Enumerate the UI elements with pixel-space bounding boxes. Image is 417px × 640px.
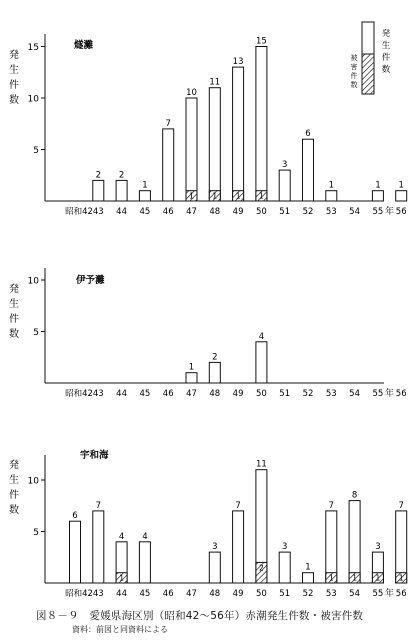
y-axis-label: 発生件数 <box>9 284 19 340</box>
data-label-occurrence: 8 <box>351 490 358 501</box>
bar-occurrence <box>303 139 314 201</box>
bar-occurrence <box>326 191 337 201</box>
x-tick-label: 52 <box>302 589 314 599</box>
x-tick-label: 48 <box>209 207 221 217</box>
data-label-occurrence: 11 <box>255 459 267 470</box>
data-label-occurrence: 1 <box>142 180 148 191</box>
data-label-occurrence: 2 <box>95 170 102 181</box>
x-tick-label: 52 <box>302 389 314 399</box>
x-tick-label: 51 <box>279 389 291 399</box>
data-label-damage: 1 <box>375 573 381 583</box>
panel-label: 燧灘 <box>74 40 94 51</box>
bar-occurrence <box>209 552 220 583</box>
data-label-occurrence: 10 <box>186 88 197 98</box>
x-tick-label: 54 <box>349 589 361 599</box>
y-tick-label: 10 <box>27 276 39 287</box>
x-tick-label: 47 <box>186 589 197 599</box>
data-label-occurrence: 3 <box>281 160 288 171</box>
data-label-damage: 1 <box>235 191 241 201</box>
y-tick-label: 10 <box>27 476 39 487</box>
x-tick-label: 昭和42 <box>65 589 93 599</box>
bar-occurrence <box>326 511 337 583</box>
bar-occurrence <box>93 511 104 583</box>
data-label-occurrence: 7 <box>95 500 102 511</box>
x-tick-label: 44 <box>116 207 128 217</box>
x-tick-label: 46 <box>162 207 174 217</box>
x-tick-label: 43 <box>92 589 104 599</box>
chart-panel-1 <box>9 22 407 217</box>
data-label-damage: 2 <box>259 563 264 573</box>
x-tick-label: 46 <box>162 389 174 399</box>
bar-occurrence <box>256 342 267 383</box>
x-tick-label: 昭和42 <box>65 389 93 399</box>
x-tick-label: 45 <box>139 589 151 599</box>
chart-panel-3 <box>9 449 407 599</box>
x-tick-label: 56 <box>395 389 407 399</box>
bar-occurrence <box>209 88 220 201</box>
bar-occurrence <box>372 191 383 201</box>
x-tick-label: 50 <box>255 207 267 217</box>
figure-caption: 図８－９ 愛媛県海区別（昭和42～56年）赤潮発生件数・被害件数 <box>36 610 364 622</box>
bar-occurrence <box>396 511 407 583</box>
data-label-occurrence: 1 <box>328 180 335 191</box>
x-axis-unit: 年 <box>385 389 395 399</box>
x-tick-label: 51 <box>279 207 291 217</box>
bar-occurrence <box>396 191 407 201</box>
data-label-damage: 1 <box>352 573 357 583</box>
x-tick-label: 55 <box>372 207 384 217</box>
bar-occurrence <box>70 521 81 583</box>
x-tick-label: 49 <box>232 389 244 399</box>
data-label-damage: 1 <box>189 191 194 201</box>
legend-outer-label: 発生件数 <box>381 29 391 75</box>
x-tick-label: 48 <box>209 389 221 399</box>
bar-occurrence <box>186 98 197 201</box>
x-tick-label: 56 <box>395 207 407 217</box>
bar-occurrence <box>233 511 244 583</box>
x-tick-label: 51 <box>279 589 291 599</box>
data-label-occurrence: 7 <box>398 500 404 511</box>
source-note: 資料：前図と同資料による <box>72 625 168 634</box>
bar-occurrence <box>279 552 290 583</box>
x-tick-label: 45 <box>139 389 151 399</box>
x-tick-label: 49 <box>232 589 244 599</box>
data-label-damage: 1 <box>212 191 218 201</box>
bar-occurrence <box>186 373 197 383</box>
bar-occurrence <box>139 542 150 583</box>
x-tick-label: 54 <box>349 389 361 399</box>
data-label-damage: 1 <box>328 573 334 583</box>
x-axis-unit: 年 <box>385 589 395 599</box>
legend-inner-box <box>362 54 374 94</box>
data-label-occurrence: 13 <box>232 57 244 68</box>
panel-label: 伊予灘 <box>76 275 105 286</box>
x-tick-label: 52 <box>302 207 314 217</box>
bar-occurrence <box>116 180 127 201</box>
bar-occurrence <box>303 573 314 583</box>
panel-label: 宇和海 <box>80 450 109 461</box>
x-tick-label: 46 <box>162 589 174 599</box>
x-tick-label: 53 <box>325 207 337 217</box>
x-tick-label: 54 <box>349 207 361 217</box>
y-axis-label: 発生件数 <box>9 460 19 516</box>
y-tick-label: 5 <box>33 528 39 538</box>
bar-occurrence <box>139 191 150 201</box>
data-label-occurrence: 1 <box>375 180 381 191</box>
x-tick-label: 44 <box>116 389 128 399</box>
x-tick-label: 48 <box>209 589 221 599</box>
bar-occurrence <box>256 47 267 202</box>
legend-inner-label: 被害件数 <box>350 54 358 89</box>
data-label-occurrence: 11 <box>209 77 221 88</box>
data-label-damage: 1 <box>119 573 124 583</box>
bar-occurrence <box>233 67 244 201</box>
legend <box>351 22 391 94</box>
data-label-occurrence: 15 <box>255 36 267 47</box>
x-tick-label: 50 <box>255 389 267 399</box>
x-tick-label: 43 <box>92 207 104 217</box>
y-tick-label: 5 <box>33 328 39 338</box>
x-tick-label: 47 <box>186 389 197 399</box>
bar-occurrence <box>349 501 360 583</box>
bar-occurrence <box>93 180 104 201</box>
data-label-occurrence: 1 <box>398 180 404 191</box>
data-label-occurrence: 4 <box>258 331 265 342</box>
bar-occurrence <box>279 170 290 201</box>
data-label-occurrence: 2 <box>118 170 125 181</box>
data-label-occurrence: 7 <box>165 118 171 129</box>
x-tick-label: 55 <box>372 589 384 599</box>
bar-occurrence <box>209 362 220 383</box>
x-tick-label: 50 <box>255 589 267 599</box>
data-label-occurrence: 1 <box>305 562 311 573</box>
x-axis-unit: 年 <box>385 207 395 217</box>
x-tick-label: 44 <box>116 589 128 599</box>
data-label-occurrence: 7 <box>328 500 335 511</box>
data-label-occurrence: 4 <box>142 531 148 542</box>
chart-panel-2 <box>9 268 407 399</box>
data-label-damage: 1 <box>259 191 264 201</box>
data-label-occurrence: 6 <box>72 511 78 522</box>
data-label-occurrence: 4 <box>118 531 125 542</box>
data-label-occurrence: 6 <box>305 129 311 140</box>
x-tick-label: 49 <box>232 207 244 217</box>
x-tick-label: 47 <box>186 207 197 217</box>
data-label-occurrence: 2 <box>212 352 218 363</box>
x-tick-label: 56 <box>395 589 407 599</box>
x-tick-label: 45 <box>139 207 151 217</box>
x-tick-label: 昭和42 <box>65 207 93 217</box>
data-label-occurrence: 7 <box>235 500 241 511</box>
y-tick-label: 15 <box>27 43 39 53</box>
data-label-damage: 1 <box>398 573 404 583</box>
data-label-occurrence: 3 <box>212 542 218 553</box>
x-tick-label: 43 <box>92 389 104 399</box>
y-axis-label: 発生件数 <box>9 50 19 106</box>
y-tick-label: 10 <box>27 94 39 105</box>
data-label-occurrence: 3 <box>281 542 288 553</box>
x-tick-label: 53 <box>325 389 337 399</box>
bar-occurrence <box>163 129 174 201</box>
x-tick-label: 55 <box>372 389 384 399</box>
x-tick-label: 53 <box>325 589 337 599</box>
data-label-occurrence: 3 <box>375 542 381 553</box>
data-label-occurrence: 1 <box>188 362 195 373</box>
y-tick-label: 5 <box>33 146 39 156</box>
